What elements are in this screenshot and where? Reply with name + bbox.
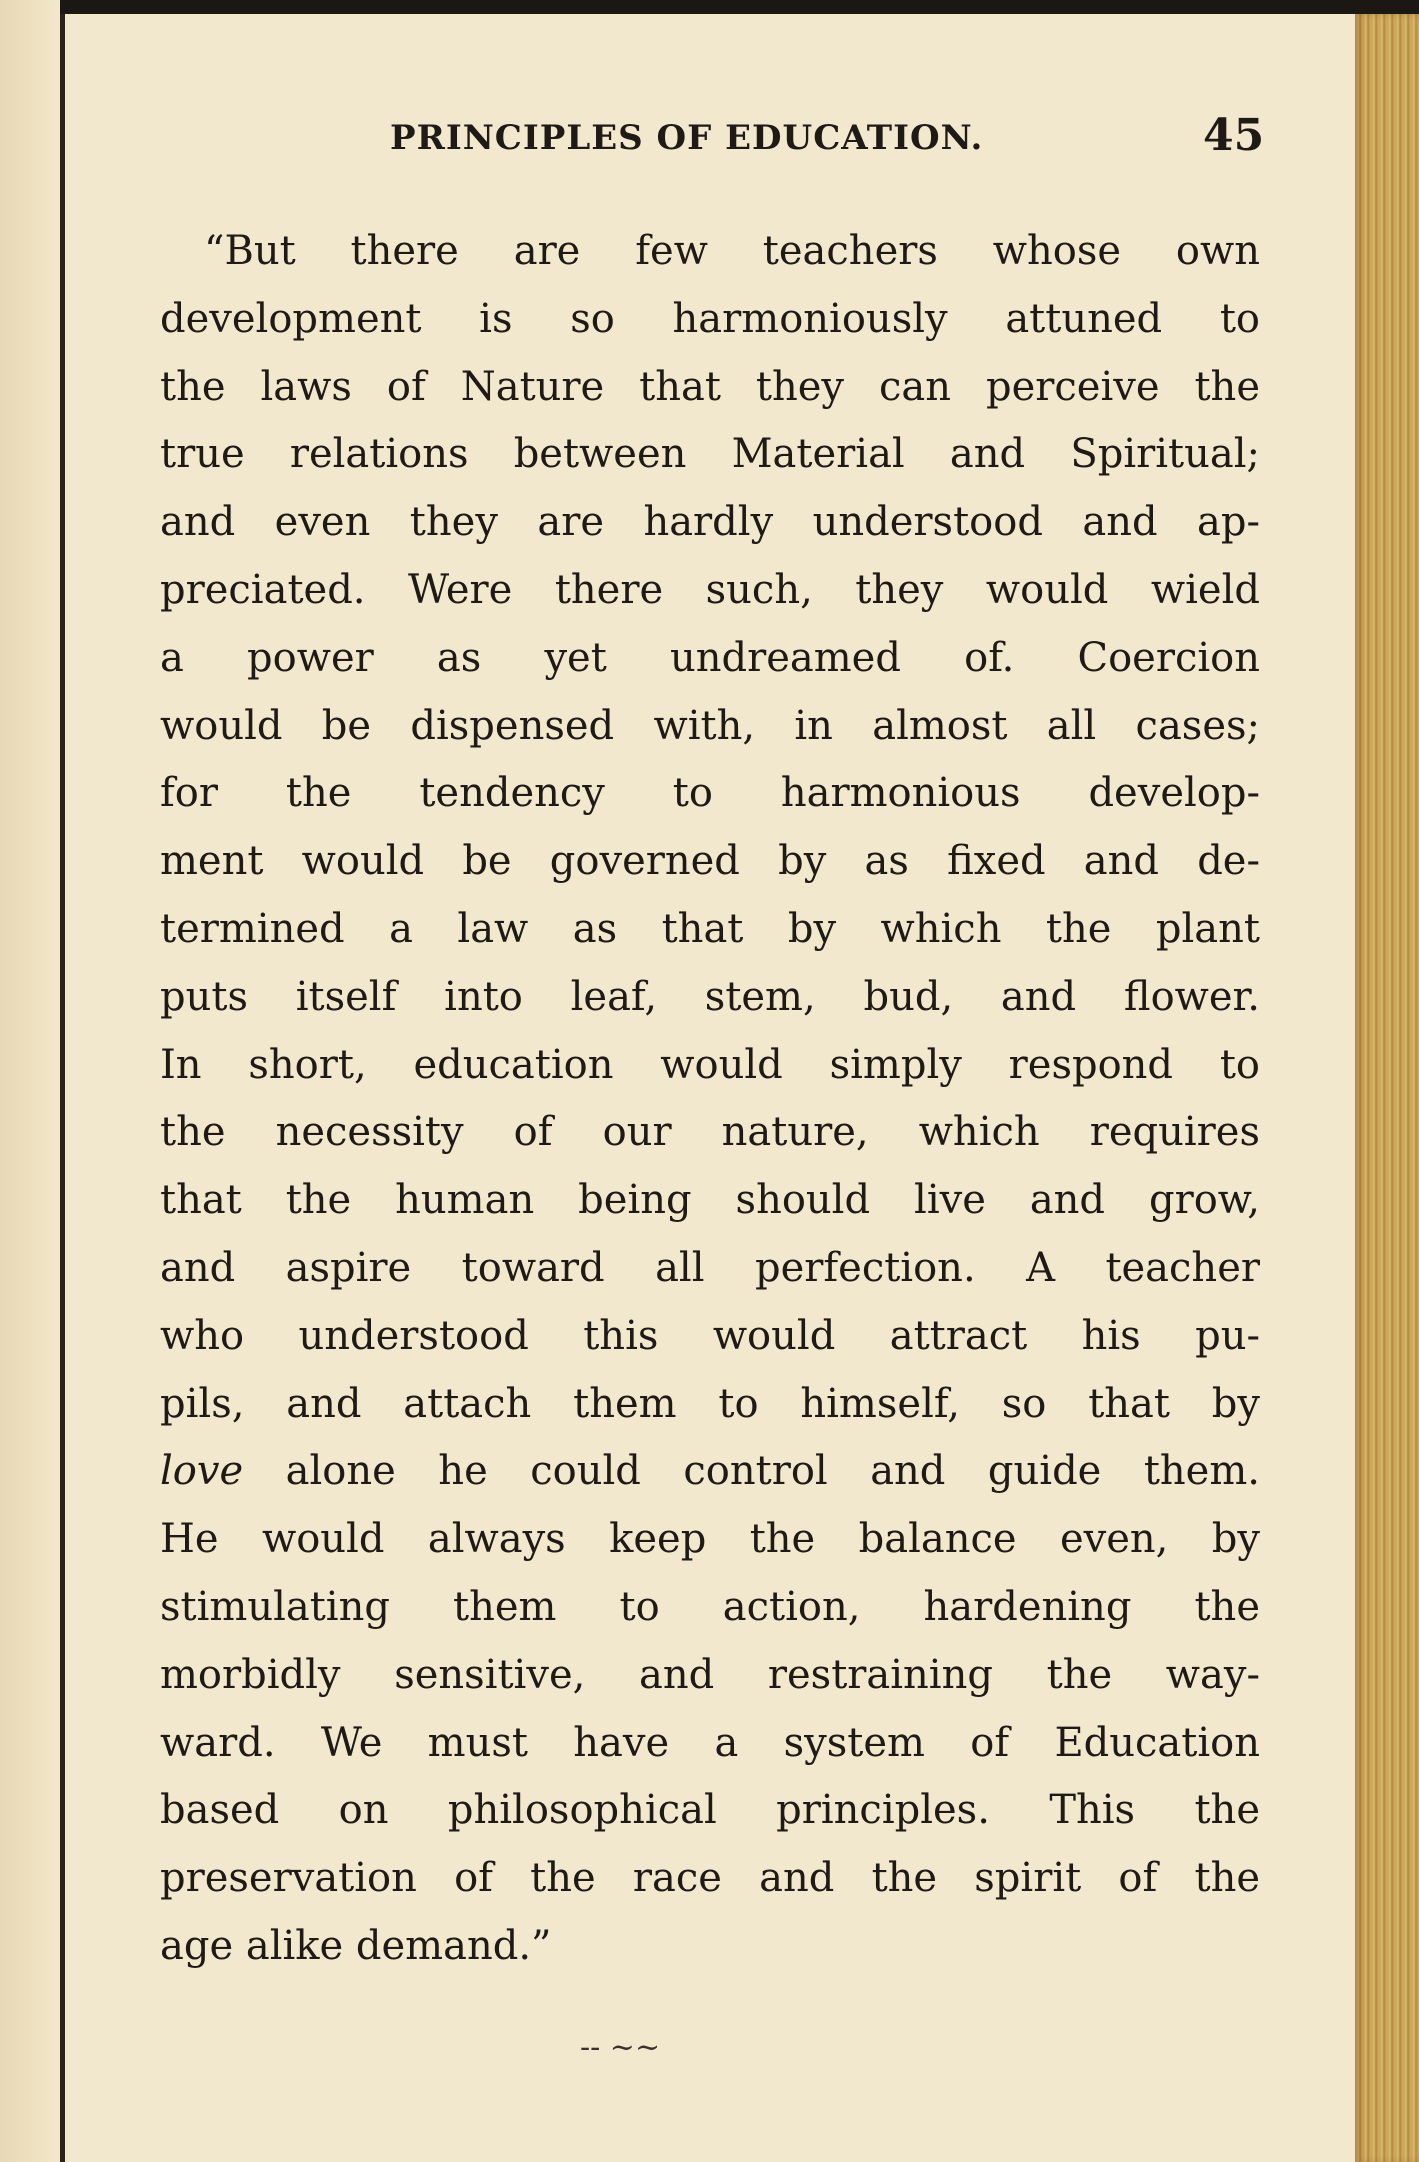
text-line: and aspire toward all perfection. A teacher bbox=[160, 1244, 1260, 1291]
text-line: the necessity of our nature, which requires bbox=[160, 1109, 1260, 1156]
text-line: morbidly sensitive, and restraining the way- bbox=[160, 1651, 1260, 1698]
text-line: and even they are hardly understood and ap- bbox=[160, 499, 1260, 546]
text-line: based on philosophical principles. This the bbox=[160, 1787, 1260, 1834]
text-line: preservation of the race and the spirit of the bbox=[160, 1855, 1260, 1902]
page-number: 45 bbox=[1203, 110, 1265, 161]
running-title: PRINCIPLES OF EDUCATION. bbox=[390, 118, 984, 158]
page-edges bbox=[1355, 14, 1419, 2162]
text-line: a power as yet undreamed of. Coercion bbox=[160, 634, 1260, 681]
text-line-with-italic bbox=[160, 1438, 1260, 1506]
text-line: In short, education would simply respond to bbox=[160, 1041, 1260, 1088]
text-line: for the tendency to harmonious develop- bbox=[160, 770, 1260, 817]
italic-word: love bbox=[160, 1448, 244, 1495]
body-paragraph bbox=[160, 218, 1260, 1981]
text-line: ward. We must have a system of Education bbox=[160, 1719, 1260, 1766]
text-line: development is so harmoniously attuned to bbox=[160, 295, 1260, 342]
text-line: puts itself into leaf, stem, bud, and flower. bbox=[160, 973, 1260, 1020]
text-line: the laws of Nature that they can perceive the bbox=[160, 363, 1260, 410]
top-border bbox=[0, 0, 1419, 14]
text-line-rest: alone he could control and guide them. bbox=[285, 1448, 1260, 1495]
text-line: would be dispensed with, in almost all cases; bbox=[160, 702, 1260, 749]
text-line: stimulating them to action, hardening the bbox=[160, 1583, 1260, 1630]
text-line: true relations between Material and Spiritual; bbox=[160, 431, 1260, 478]
binding-gutter bbox=[0, 0, 60, 2162]
end-ornament: -- ~~ bbox=[580, 2030, 661, 2065]
text-line: termined a law as that by which the plant bbox=[160, 905, 1260, 952]
text-line: who understood this would attract his pu- bbox=[160, 1312, 1260, 1359]
text-line: preciated. Were there such, they would wield bbox=[160, 566, 1260, 613]
text-line: “But there are few teachers whose own bbox=[204, 228, 1260, 274]
text-line: that the human being should live and grow, bbox=[160, 1177, 1260, 1224]
text-line: pils, and attach them to himself, so that by bbox=[160, 1380, 1260, 1427]
text-line: age alike demand.” bbox=[160, 1922, 552, 1969]
text-line: ment would be governed by as fixed and de- bbox=[160, 838, 1260, 885]
text-line: He would always keep the balance even, by bbox=[160, 1516, 1260, 1563]
gutter-rule bbox=[60, 14, 65, 2162]
